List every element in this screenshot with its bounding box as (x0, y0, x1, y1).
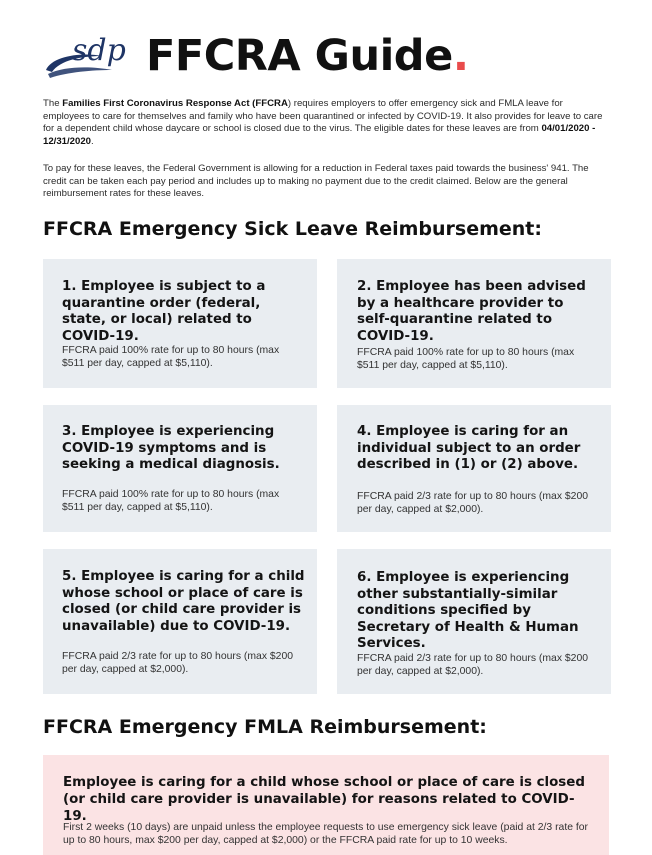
reimbursement-card-6 (337, 549, 611, 694)
intro-end: . (91, 135, 94, 147)
card-title: 4. Employee is caring for an individual subject to an order described in (1) or (2) above. (357, 424, 581, 472)
eligible-dates: 04/01/2020 - 12/31/2020 (43, 123, 596, 147)
fmla-card-body: First 2 weeks (10 days) are unpaid unless the employee requests to use emergency sick leave (paid at 2/3 rate for up to 80 hours, max $200 per day, capped at $2,000) or the FFCRA paid rate for up to 10 weeks. (63, 822, 588, 846)
card-title: 3. Employee is experiencing COVID-19 symptoms and is seeking a medical diagnosis. (62, 424, 280, 472)
act-name: Families First Coronavirus Response Act (FFCRA (62, 98, 288, 109)
card-body: FFCRA paid 2/3 rate for up to 80 hours (max $200 per day, capped at $2,000). (62, 651, 294, 675)
reimbursement-card-3 (43, 405, 317, 532)
intro-prefix: The (43, 98, 63, 109)
reimbursement-card-5 (43, 549, 317, 694)
page-title-text: FFCRA Guide (146, 31, 453, 81)
card-body: FFCRA paid 100% rate for up to 80 hours (max $511 per day, capped at $5,110). (357, 347, 575, 371)
card-title: 6. Employee is experiencing other substantially-similar conditions specified by Secretary of Health & Human Services. (357, 570, 579, 651)
card-title: 5. Employee is caring for a child whose school or place of care is closed (or child care provider is unavailable) due to COVID-19. (62, 569, 305, 634)
fmla-card (43, 755, 609, 855)
intro-paragraph-2: To pay for these leaves, the Federal Government is allowing for a reduction in Federal taxes paid towards the business' 941. The credit can be taken each pay period and includes up to making no payment due to the credit claimed. Below are the general reimbursement rates for these leaves. (43, 163, 589, 200)
card-title: 2. Employee has been advised by a healthcare provider to self-quarantine related to COVID-19. (357, 279, 586, 344)
sdp-logo (42, 26, 134, 82)
reimbursement-card-1 (43, 259, 317, 388)
logo-text: sdp (72, 33, 126, 68)
card-body: FFCRA paid 2/3 rate for up to 80 hours (max $200 per day, capped at $2,000). (357, 491, 589, 515)
fmla-heading: FFCRA Emergency FMLA Reimbursement: (43, 716, 487, 738)
sick-leave-heading: FFCRA Emergency Sick Leave Reimbursement: (43, 218, 542, 240)
reimbursement-card-2 (337, 259, 611, 388)
page-header (42, 24, 622, 86)
intro-body: ) requires employers to offer emergency sick and FMLA leave for employees to care for themselves and family who have been quarantined or infected by COVID-19. It also provides for leave to care for a dependent child whose daycare or school is closed due to the virus. The eligible dates for these leaves are from (43, 98, 603, 135)
card-body: FFCRA paid 100% rate for up to 80 hours (max $511 per day, capped at $5,110). (62, 345, 280, 369)
fmla-card-title: Employee is caring for a child whose school or place of care is closed (or child care provider is unavailable) for reasons related to COVID-19. (63, 775, 585, 824)
card-body: FFCRA paid 100% rate for up to 80 hours (max $511 per day, capped at $5,110). (62, 489, 280, 513)
card-title: 1. Employee is subject to a quarantine order (federal, state, or local) related to COVID-19. (62, 279, 266, 344)
title-accent-dot: . (452, 31, 469, 81)
card-body: FFCRA paid 2/3 rate for up to 80 hours (max $200 per day, capped at $2,000). (357, 653, 589, 677)
intro-paragraph-1 (43, 98, 609, 148)
reimbursement-card-4 (337, 405, 611, 532)
page-title (146, 30, 469, 82)
